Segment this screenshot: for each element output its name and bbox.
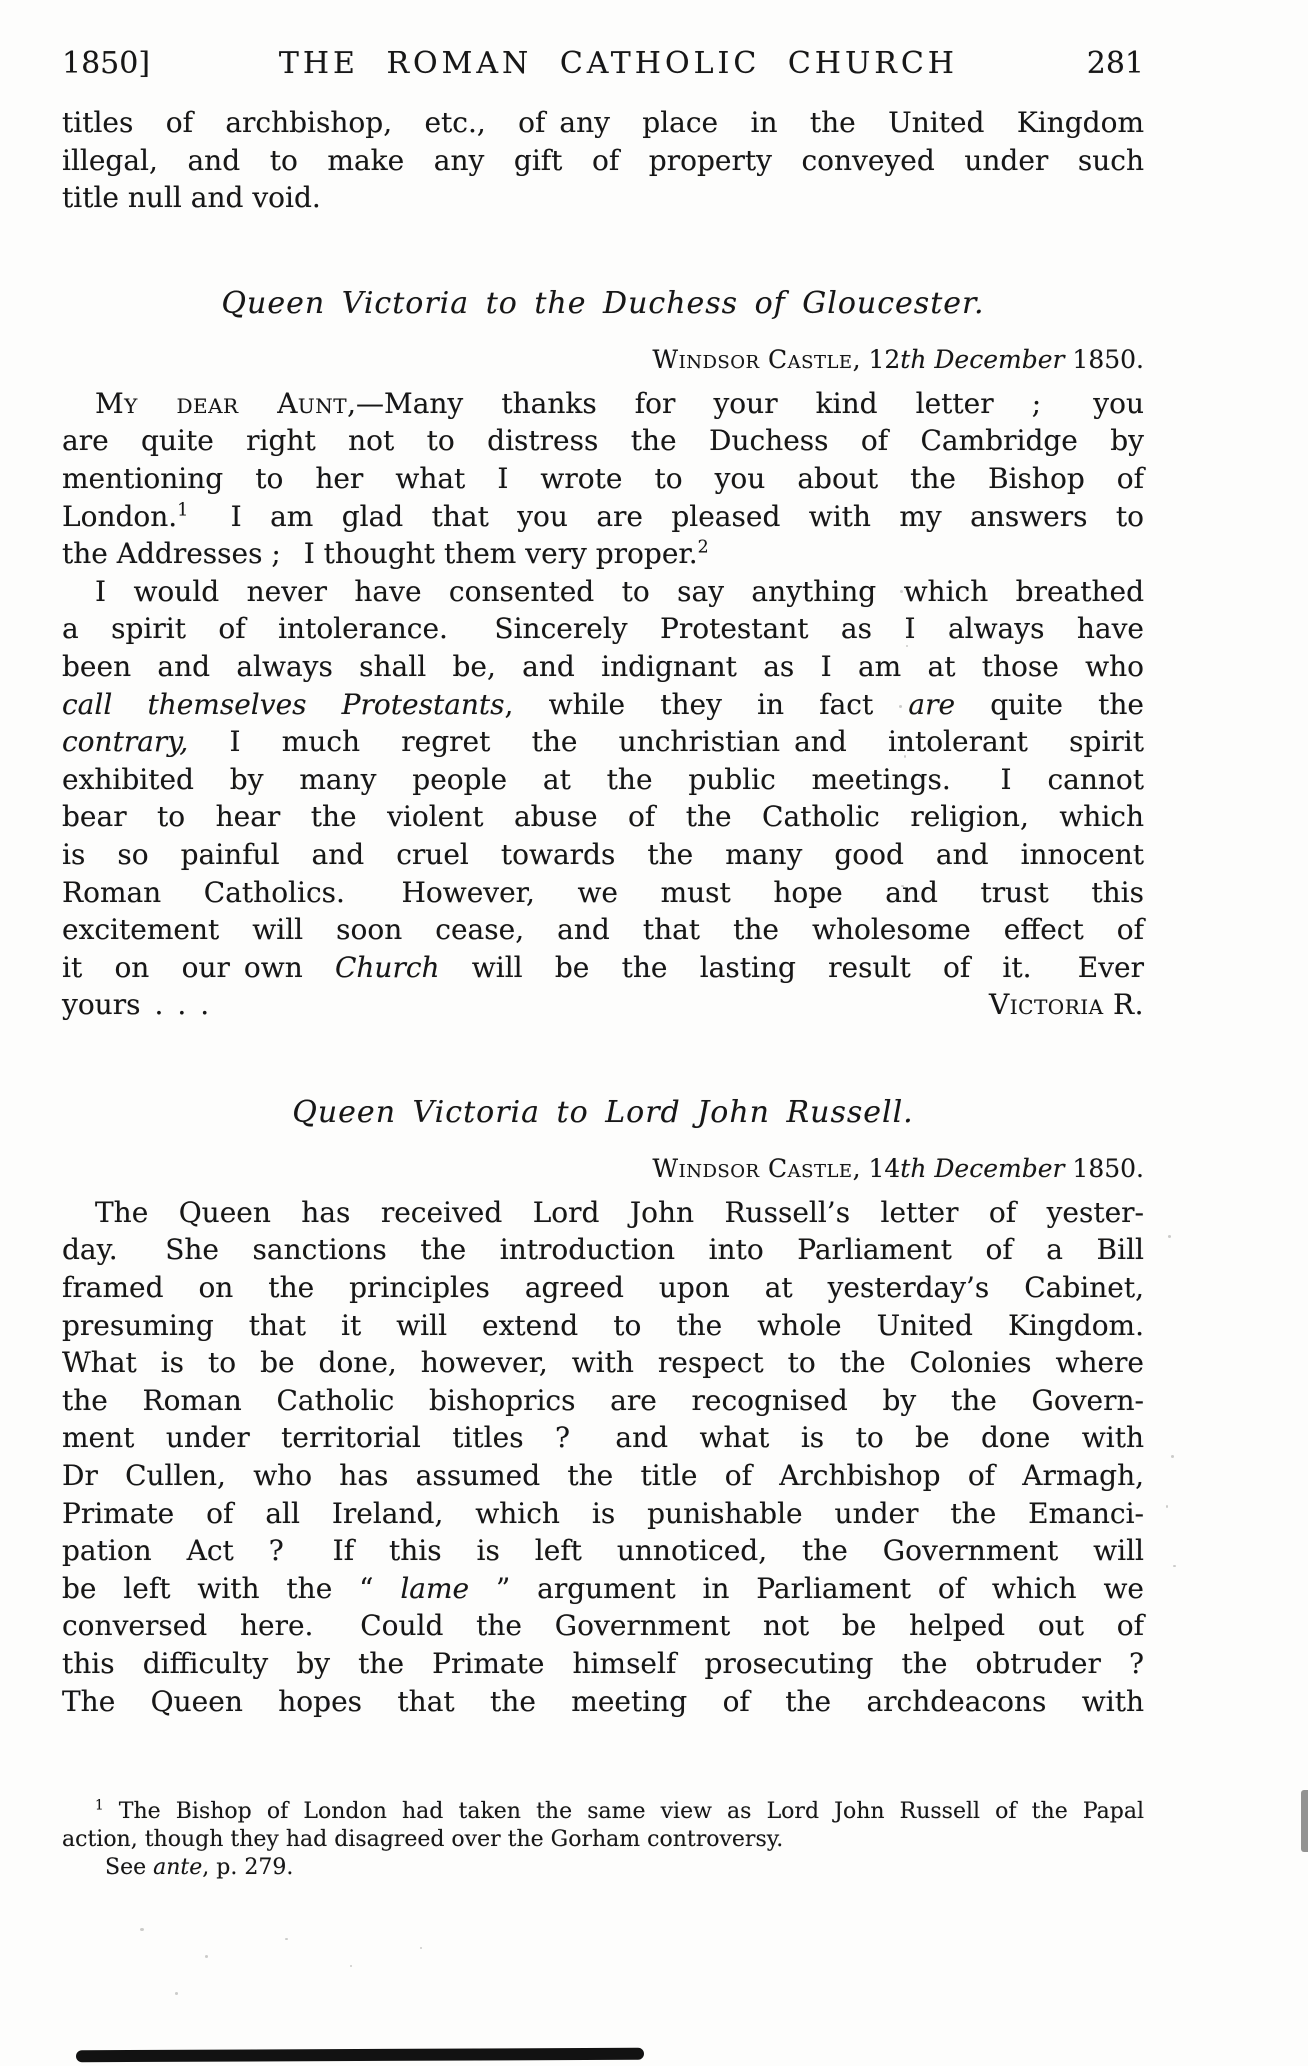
text-line: What is to be done, however, with respect to the Colonies where [62,1346,1144,1380]
text-line: it on our own Church will be the lasting result of it. Ever [62,950,1144,984]
scan-speckle [899,705,902,708]
text-line: The Queen hopes that the meeting of the archdeacons with [62,1684,1144,1718]
running-title: THE ROMAN CATHOLIC CHURCH [278,46,958,81]
text-line: the Addresses ; I thought them very proper.$^2$ [62,537,709,571]
dateline-gloucester: Windsor Castle, 12th December 1850. [652,344,1144,374]
scan-speckle [906,645,908,647]
text-line: been and always shall be, and indignant as I am at those who [62,649,1144,683]
text-line: presuming that it will extend to the whole United Kingdom. [62,1308,1144,1342]
scan-speckle [1171,1455,1174,1458]
letter-russell-body [62,1194,1144,1720]
scan-smudge [76,2048,644,2062]
scan-edge-mark [1301,1790,1308,1852]
text-line: mentioning to her what I wrote to you about the Bishop of [62,461,1144,495]
scan-speckle [904,755,906,758]
footnotes [62,1798,1144,1882]
text-line: action, though they had disagreed over the Gorham controversy. [62,1827,784,1853]
folio-year: 1850] [62,46,151,81]
text-line: Roman Catholics. However, we must hope and trust this [62,875,1144,909]
text-line: this difficulty by the Primate himself prosecuting the obtruder ? [62,1647,1144,1680]
text-line: conversed here. Could the Government not be helped out of [62,1609,1144,1643]
letter-heading-gloucester: Queen Victoria to the Duchess of Gloucester. [221,285,985,321]
text-line: London.$^1$ I am glad that you are pleased with my answers to [62,499,1144,533]
scan-speckle [901,885,904,887]
scan-speckle [140,1928,144,1931]
text-line: be left with the “ lame ” argument in Parliament of which we [62,1571,1144,1605]
text-line: illegal, and to make any gift of property conveyed under such [62,143,1144,177]
scan-speckle [350,1965,352,1967]
dateline-russell: Windsor Castle, 14th December 1850. [652,1153,1144,1183]
text-line: is so painful and cruel towards the many good and innocent [62,837,1144,871]
text-line: titles of archbishop, etc., of any place in the United Kingdom [62,106,1144,139]
text-line: Dr Cullen, who has assumed the title of Archbishop of Armagh, [62,1459,1144,1493]
scan-speckle [205,1955,208,1958]
text-line: contrary, I much regret the unchristian and intolerant spirit [62,725,1144,759]
text-line: See ante, p. 279. [105,1855,294,1881]
scan-speckle [420,1947,422,1949]
text-line: the Roman Catholic bishoprics are recognised by the Govern- [62,1383,1144,1417]
text-line: Primate of all Ireland, which is punishable under the Emanci- [62,1496,1144,1530]
text-line: $^1$ The Bishop of London had taken the same view as Lord John Russell of the Papal [95,1797,1144,1825]
page-number: 281 [1086,46,1144,81]
text-line: a spirit of intolerance. Sincerely Protestant as I always have [62,612,1144,646]
scan-speckle [1168,1235,1171,1238]
running-header [62,44,1144,84]
continuation-paragraph [62,104,1144,217]
scan-speckle [907,935,909,937]
text-line: title null and void. [62,181,321,215]
text-line: ment under territorial titles ? and what is to be done with [62,1421,1144,1455]
text-line: framed on the principles agreed upon at yesterday’s Cabinet, [62,1271,1144,1305]
text-line: day. She sanctions the introduction into Parliament of a Bill [62,1233,1144,1267]
text-line: My dear Aunt,—Many thanks for your kind letter ; you [95,386,1144,420]
text-line: are quite right not to distress the Duchess of Cambridge by [62,424,1144,458]
scan-speckle [900,590,903,593]
scan-speckle [175,1992,178,1995]
text-line: bear to hear the violent abuse of the Catholic religion, which [62,800,1144,834]
scan-speckle [1173,1565,1176,1567]
text-line: pation Act ? If this is left unnoticed, the Government will [62,1534,1144,1568]
text-line: exhibited by many people at the public meetings. I cannot [62,762,1144,796]
text-line: yours . . . Victoria R. [62,988,1144,1022]
text-line: The Queen has received Lord John Russell’s letter of yester- [95,1195,1144,1229]
scan-speckle [1166,1505,1168,1508]
letter-heading-russell: Queen Victoria to Lord John Russell. [292,1094,914,1130]
text-line: call themselves Protestants, while they in fact are quite the [62,687,1144,721]
scan-speckle [285,1938,288,1940]
letter-gloucester-body [62,385,1144,1024]
page-content [62,96,1144,1882]
text-line: excitement will soon cease, and that the wholesome effect of [62,913,1144,947]
text-line: I would never have consented to say anything which breathed [95,574,1144,608]
